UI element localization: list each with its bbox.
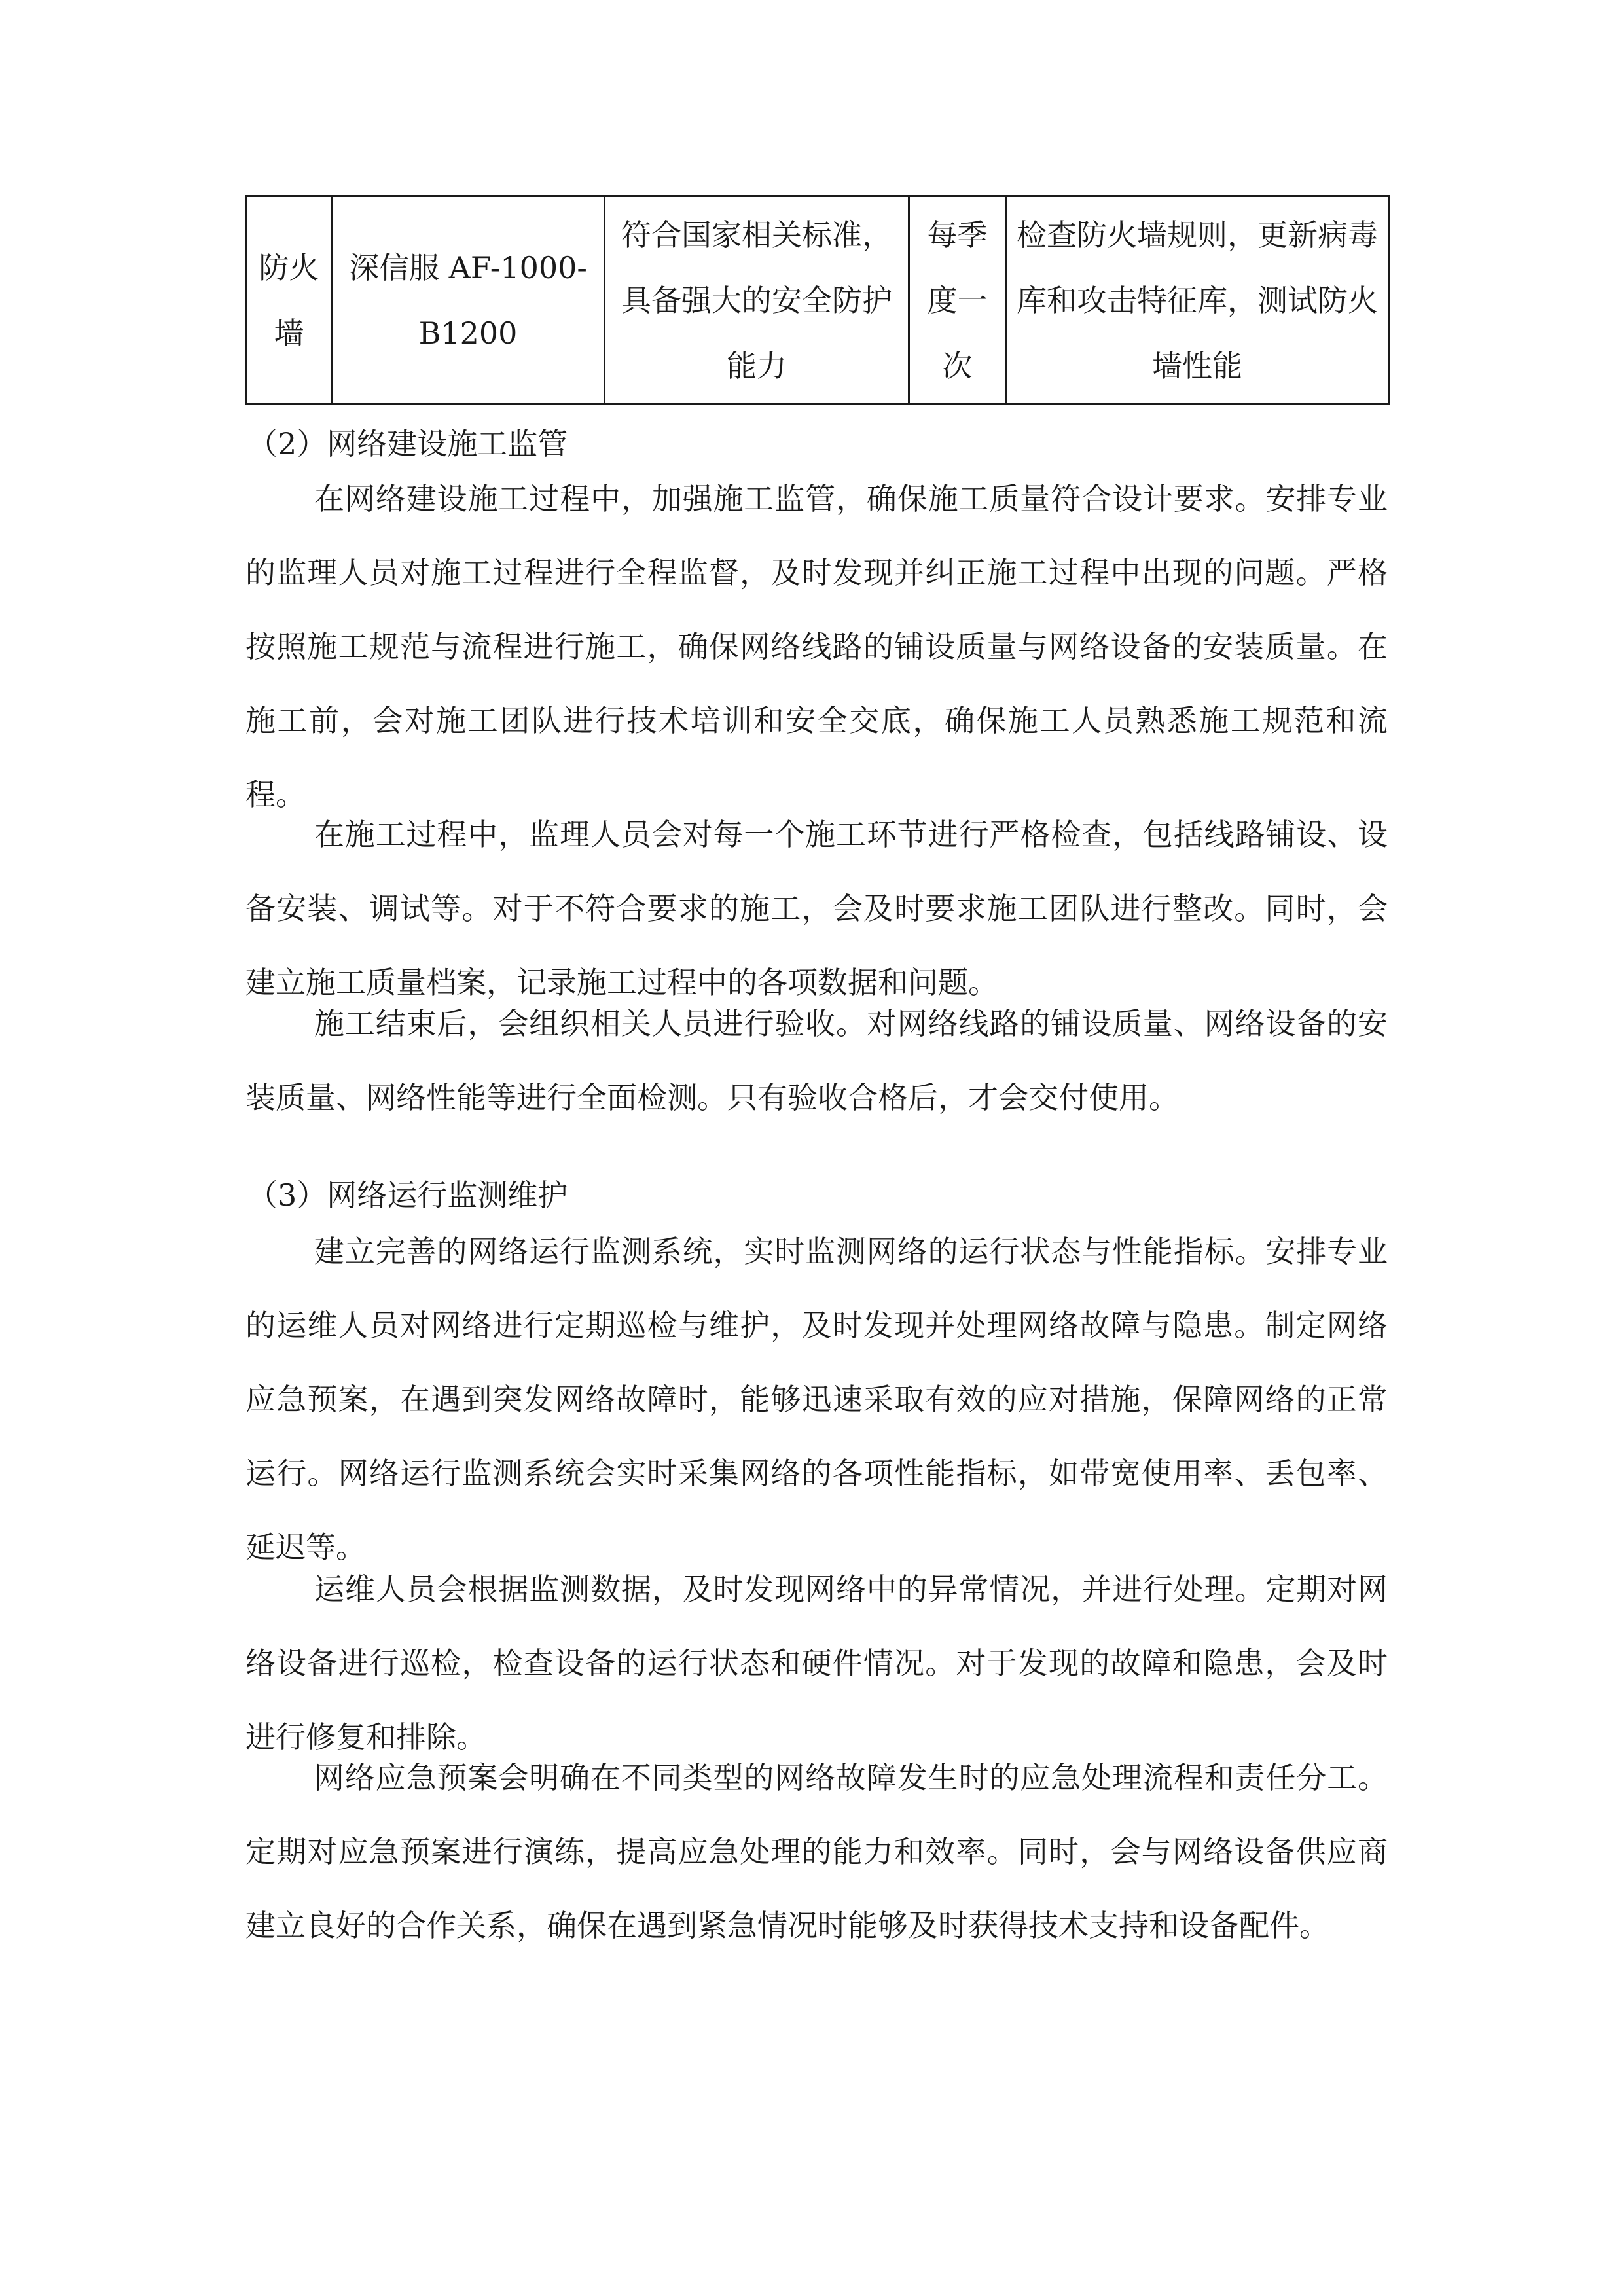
paragraph: 在网络建设施工过程中，加强施工监管，确保施工质量符合设计要求。安排专业的监理人员对施工过程进行全程监督，及时发现并纠正施工过程中出现的问题。严格按照施工规范与流程进行施工，确保网络线路的铺设质量与网络设备的安装质量。在施工前，会对施工团队进行技术培训和安全交底，确保施工人员熟悉施工规范和流程。 [245, 481, 1388, 812]
cell-device: 防火墙 [247, 196, 332, 404]
paragraph: 施工结束后，会组织相关人员进行验收。对网络线路的铺设质量、网络设备的安装质量、网络性能等进行全面检测。只有验收合格后，才会交付使用。 [245, 1006, 1388, 1115]
cell-content: 检查防火墙规则，更新病毒库和攻击特征库，测试防火墙性能 [1006, 196, 1389, 404]
paragraph: 网络应急预案会明确在不同类型的网络故障发生时的应急处理流程和责任分工。定期对应急预案进行演练，提高应急处理的能力和效率。同时，会与网络设备供应商建立良好的合作关系，确保在遇到紧急情况时能够及时获得技术支持和设备配件。 [245, 1760, 1388, 1943]
cell-model: 深信服 AF-1000-B1200 [332, 196, 605, 404]
section-heading-construction: （2）网络建设施工监管 [247, 426, 568, 461]
cell-standard: 符合国家相关标准，具备强大的安全防护能力 [605, 196, 909, 404]
paragraph: 运维人员会根据监测数据，及时发现网络中的异常情况，并进行处理。定期对网络设备进行巡检，检查设备的运行状态和硬件情况。对于发现的故障和隐患，会及时进行修复和排除。 [245, 1571, 1388, 1755]
paragraph: 在施工过程中，监理人员会对每一个施工环节进行严格检查，包括线路铺设、设备安装、调试等。对于不符合要求的施工，会及时要求施工团队进行整改。同时，会建立施工质量档案，记录施工过程中的各项数据和问题。 [245, 817, 1388, 1000]
section-heading-monitoring: （3）网络运行监测维护 [247, 1177, 568, 1213]
maintenance-table [245, 195, 1390, 405]
cell-frequency: 每季度一次 [909, 196, 1006, 404]
table-row [247, 196, 1389, 404]
paragraph: 建立完善的网络运行监测系统，实时监测网络的运行状态与性能指标。安排专业的运维人员对网络进行定期巡检与维护，及时发现并处理网络故障与隐患。制定网络应急预案，在遇到突发网络故障时，能够迅速采取有效的应对措施，保障网络的正常运行。网络运行监测系统会实时采集网络的各项性能指标，如带宽使用率、丢包率、延迟等。 [245, 1234, 1388, 1565]
